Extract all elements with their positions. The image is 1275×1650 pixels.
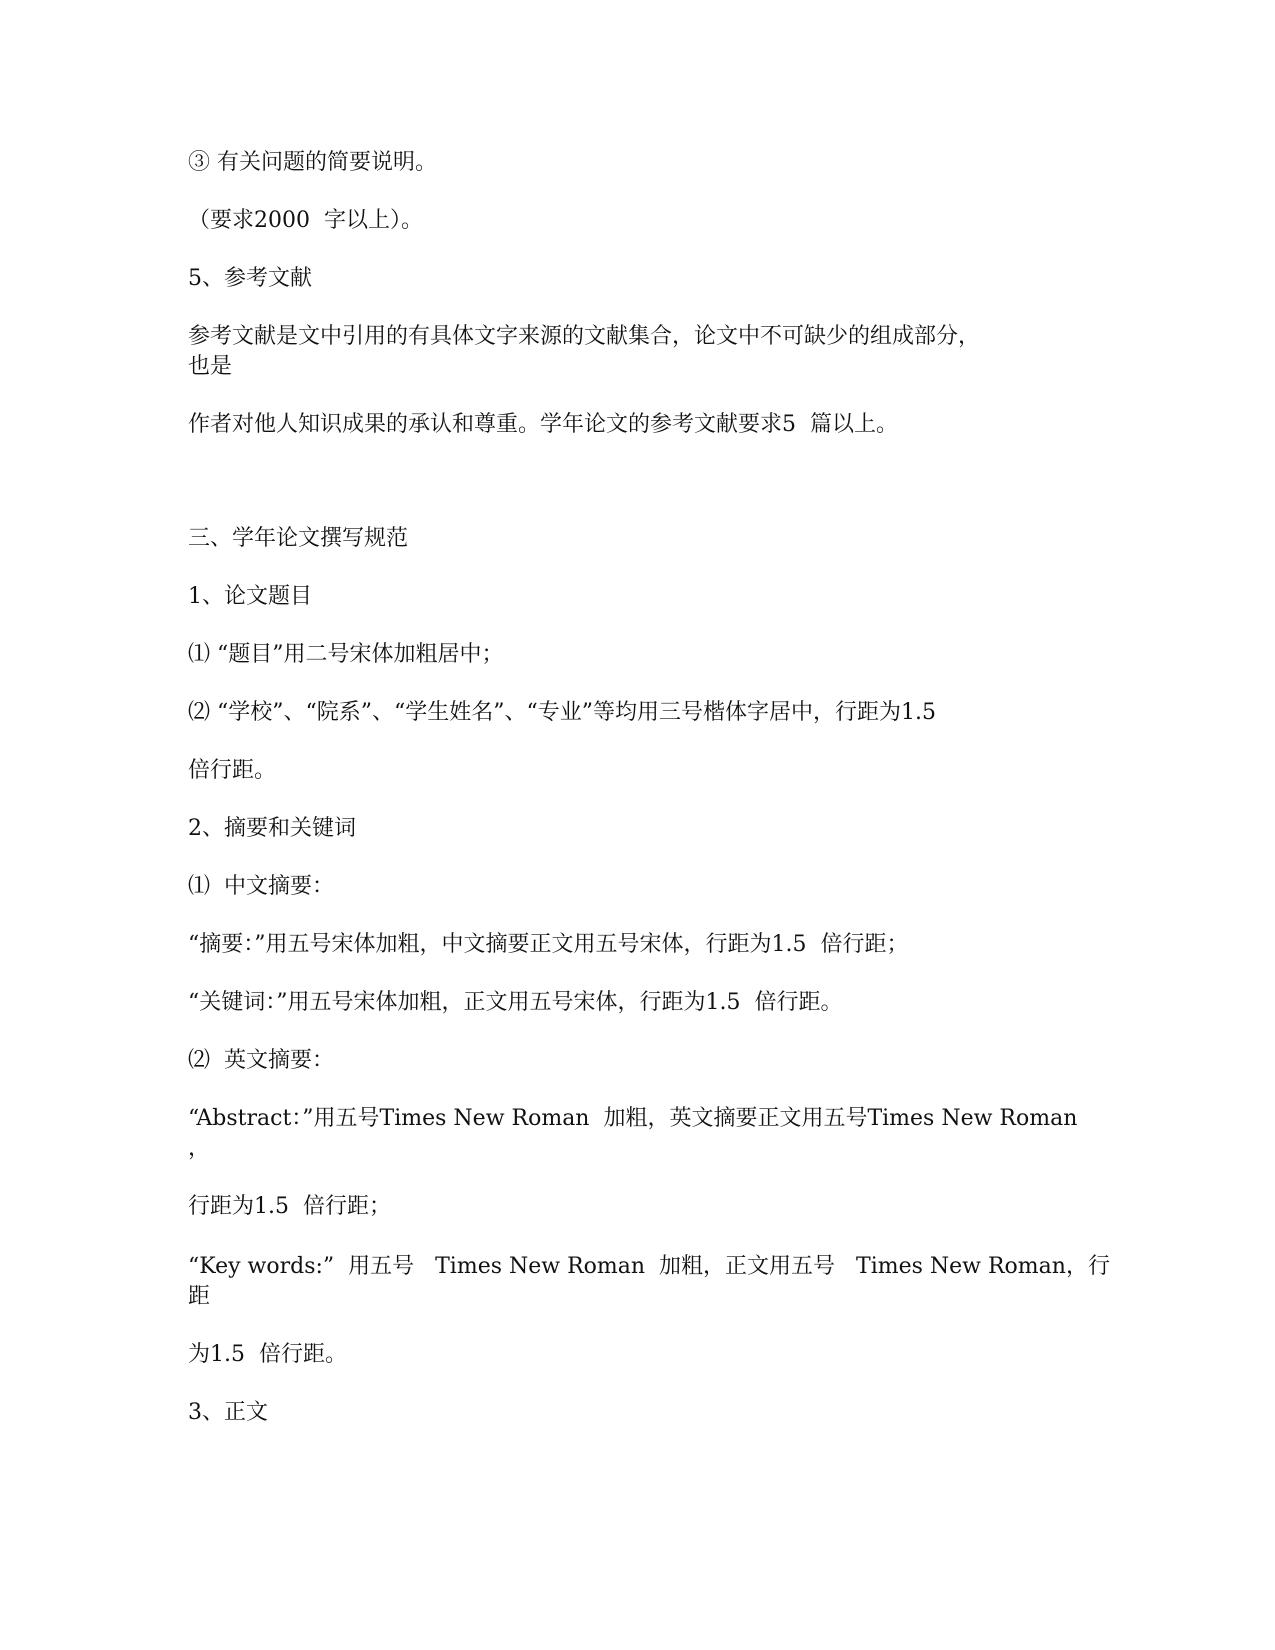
text-line: ③ 有关问题的简要说明。 bbox=[188, 150, 437, 175]
text-line: 行距为1.5 倍行距； bbox=[188, 1194, 391, 1219]
text-line: ⑴ 中文摘要： bbox=[188, 874, 334, 899]
text-line: 距 bbox=[188, 1284, 211, 1309]
text-line: ⑴ “题目”用二号宋体加粗居中； bbox=[188, 642, 504, 667]
text-line: “Key words:” 用五号 Times New Roman 加粗，正文用五号 Times New Roman，行 bbox=[188, 1254, 1110, 1279]
text-line: ， bbox=[188, 1136, 211, 1161]
text-line: 倍行距。 bbox=[188, 758, 277, 783]
text-line: 参考文献是文中引用的有具体文字来源的文献集合，论文中不可缺少的组成部分， bbox=[188, 324, 981, 349]
text-line: “摘要：”用五号宋体加粗，中文摘要正文用五号宋体，行距为1.5 倍行距； bbox=[188, 932, 909, 957]
text-line: “关键词：”用五号宋体加粗，正文用五号宋体，行距为1.5 倍行距。 bbox=[188, 990, 843, 1015]
text-line: ⑵ “学校”、“院系”、“学生姓名”、“专业”等均用三号楷体字居中，行距为1.5 bbox=[188, 700, 936, 725]
section-heading: 1、论文题目 bbox=[188, 584, 312, 609]
text-line: 为1.5 倍行距。 bbox=[188, 1342, 347, 1367]
text-line: 作者对他人知识成果的承认和尊重。学年论文的参考文献要求5 篇以上。 bbox=[188, 412, 898, 437]
section-heading: 2、摘要和关键词 bbox=[188, 816, 356, 841]
text-line: （要求2000 字以上）。 bbox=[188, 208, 423, 233]
section-heading: 5、参考文献 bbox=[188, 266, 312, 291]
text-line: 也是 bbox=[188, 354, 233, 379]
text-line: “Abstract：”用五号Times New Roman 加粗，英文摘要正文用五号Times New Roman bbox=[188, 1106, 1078, 1131]
text-line: ⑵ 英文摘要： bbox=[188, 1048, 334, 1073]
chapter-heading: 三、学年论文撰写规范 bbox=[188, 526, 409, 551]
section-heading: 3、正文 bbox=[188, 1400, 268, 1425]
